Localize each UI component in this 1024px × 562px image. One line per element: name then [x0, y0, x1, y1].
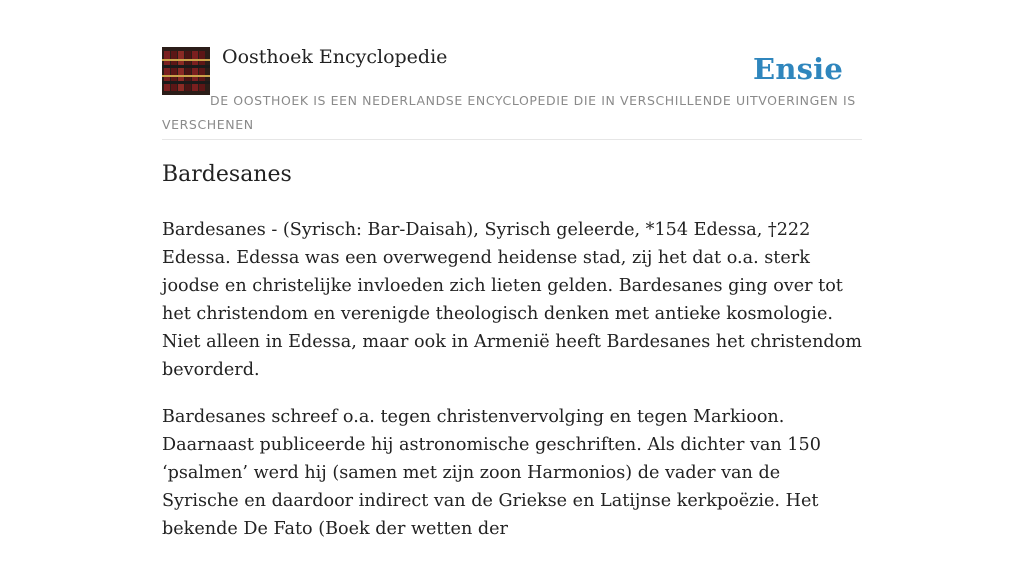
publication-avatar[interactable] — [162, 47, 210, 95]
publication-description: DE OOSTHOEK IS EEN NEDERLANDSE ENCYCLOPEDIE DIE IN VERSCHILLENDE UITVOERINGEN IS VERSCHENEN — [162, 93, 856, 132]
publication-name-link[interactable]: Oosthoek Encyclopedie — [222, 46, 448, 68]
article-title: Bardesanes — [162, 162, 292, 187]
content-container — [162, 0, 862, 539]
article-paragraph: Bardesanes schreef o.a. tegen christenvervolging en tegen Markioon. Daarnaast publiceerde hij astronomische geschriften. Als dichter van 150 ‘psalmen’ werd hij (samen met zijn zoon Harmonios) de vader van de Syrische en daardoor indirect van de Griekse en Latijnse kerkpoëzie. Het bekende De Fato (Boek der wetten der — [162, 407, 821, 539]
publication-header — [162, 0, 862, 140]
article-paragraph: Bardesanes - (Syrisch: Bar-Daisah), Syrisch geleerde, *154 Edessa, †222 Edessa. Edessa was een overwegend heidense stad, zij het dat o.a. sterk joodse en christelijke invloeden zich lieten gelden. Bardesanes ging over tot het christendom en verenigde theologisch denken met antieke kosmologie. Niet alleen in Edessa, maar ook in Armenië heeft Bardesanes het christendom bevorderd. — [162, 220, 862, 380]
ensie-logo-link[interactable]: Ensie — [753, 52, 843, 86]
article-body — [162, 216, 862, 562]
encyclopedia-books-icon — [162, 47, 210, 95]
